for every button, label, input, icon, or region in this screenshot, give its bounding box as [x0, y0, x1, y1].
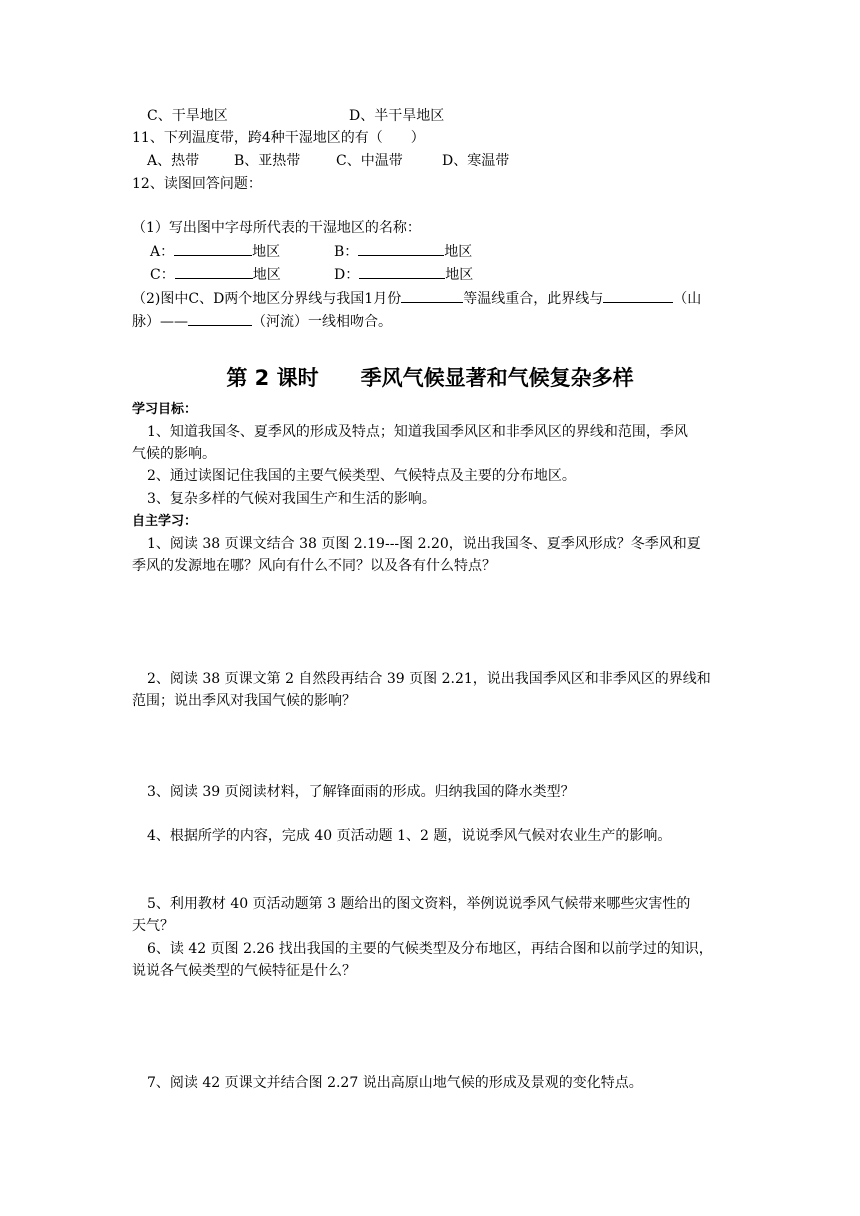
- q12-answer-c: [150, 264, 281, 285]
- q12-stem: 12、读图回答问题：: [132, 176, 262, 192]
- q10-option-d: D、半干旱地区: [349, 108, 445, 124]
- study-q5-line2: 天气？: [132, 918, 174, 934]
- answer-label-b: B：: [334, 244, 359, 260]
- region-suffix: 地区: [445, 267, 474, 283]
- q12-sub2-line2: [132, 311, 392, 332]
- q12-sub2-part3: （山: [673, 291, 702, 307]
- study-q3: 3、阅读 39 页阅读材料，了解锋面雨的形成。归纳我国的降水类型？: [147, 784, 575, 800]
- study-q4: 4、根据所学的内容，完成 40 页活动题 1、2 题，说说季风气候对农业生产的影响。: [147, 828, 672, 844]
- study-q1-line1: 1、阅读 38 页课文结合 38 页图 2.19---图 2.20，说出我国冬、夏季风形成？冬季风和夏: [147, 536, 701, 552]
- q11-option-c: C、中温带: [336, 153, 403, 169]
- goals-heading: 学习目标：: [132, 402, 198, 417]
- blank-river[interactable]: [188, 311, 252, 326]
- study-q2-line1: 2、阅读 38 页课文第 2 自然段再结合 39 页图 2.21，说出我国季风区和非季风区的界线和: [147, 671, 711, 687]
- q11-stem: 11、下列温度带，跨4种干湿地区的有（ ）: [132, 130, 425, 146]
- goal-3: 3、复杂多样的气候对我国生产和生活的影响。: [147, 491, 436, 507]
- answer-label-a: A：: [150, 244, 175, 260]
- q12-sub2-line1: [132, 288, 701, 309]
- study-q1-line2: 季风的发源地在哪？风向有什么不同？以及各有什么特点？: [132, 558, 496, 574]
- answer-label-c: C：: [150, 267, 175, 283]
- blank-b[interactable]: [358, 241, 444, 256]
- study-q6-line1: 6、读 42 页图 2.26 找出我国的主要的气候类型及分布地区，再结合图和以前学过的知识，: [147, 941, 713, 957]
- blank-a[interactable]: [174, 241, 252, 256]
- q12-answer-a: [150, 241, 280, 262]
- blank-isotherm[interactable]: [401, 288, 463, 303]
- q10-option-c: C、干旱地区: [147, 108, 228, 124]
- self-study-heading: 自主学习：: [132, 514, 198, 529]
- q11-option-a: A、热带: [147, 153, 200, 169]
- study-q7: 7、阅读 42 页课文并结合图 2.27 说出高原山地气候的形成及景观的变化特点。: [147, 1075, 643, 1091]
- blank-c[interactable]: [175, 264, 253, 279]
- goal-2: 2、通过读图记住我国的主要气候类型、气候特点及主要的分布地区。: [147, 468, 576, 484]
- q12-sub2-line2-part2: （河流）一线相吻合。: [252, 314, 392, 330]
- region-suffix: 地区: [252, 267, 281, 283]
- study-q2-line2: 范围；说出季风对我国气候的影响？: [132, 693, 356, 709]
- blank-d[interactable]: [359, 264, 445, 279]
- goal-1-line2: 气候的影响。: [132, 446, 216, 462]
- q12-answer-d: [334, 264, 473, 285]
- q11-option-b: B、亚热带: [234, 153, 301, 169]
- q11-option-d: D、寒温带: [442, 153, 510, 169]
- q12-sub2-part1: （2)图中C、D两个地区分界线与我国1月份: [132, 291, 402, 307]
- q12-sub1: （1）写出图中字母所代表的干湿地区的名称：: [132, 220, 421, 236]
- q12-sub2-line2-part1: 脉）——: [132, 314, 188, 330]
- region-suffix: 地区: [252, 244, 281, 260]
- q12-answer-b: [334, 241, 472, 262]
- answer-label-d: D：: [334, 267, 360, 283]
- blank-mountain[interactable]: [603, 288, 673, 303]
- lesson-title: 第 2 课时 季风气候显著和气候复杂多样: [226, 366, 634, 390]
- q12-sub2-part2: 等温线重合，此界线与: [463, 291, 604, 307]
- study-q6-line2: 说说各气候类型的气候特征是什么？: [132, 963, 356, 979]
- region-suffix: 地区: [444, 244, 473, 260]
- study-q5-line1: 5、利用教材 40 页活动题第 3 题给出的图文资料，举例说说季风气候带来哪些灾害性的: [147, 896, 691, 912]
- goal-1-line1: 1、知道我国冬、夏季风的形成及特点；知道我国季风区和非季风区的界线和范围，季风: [147, 424, 688, 440]
